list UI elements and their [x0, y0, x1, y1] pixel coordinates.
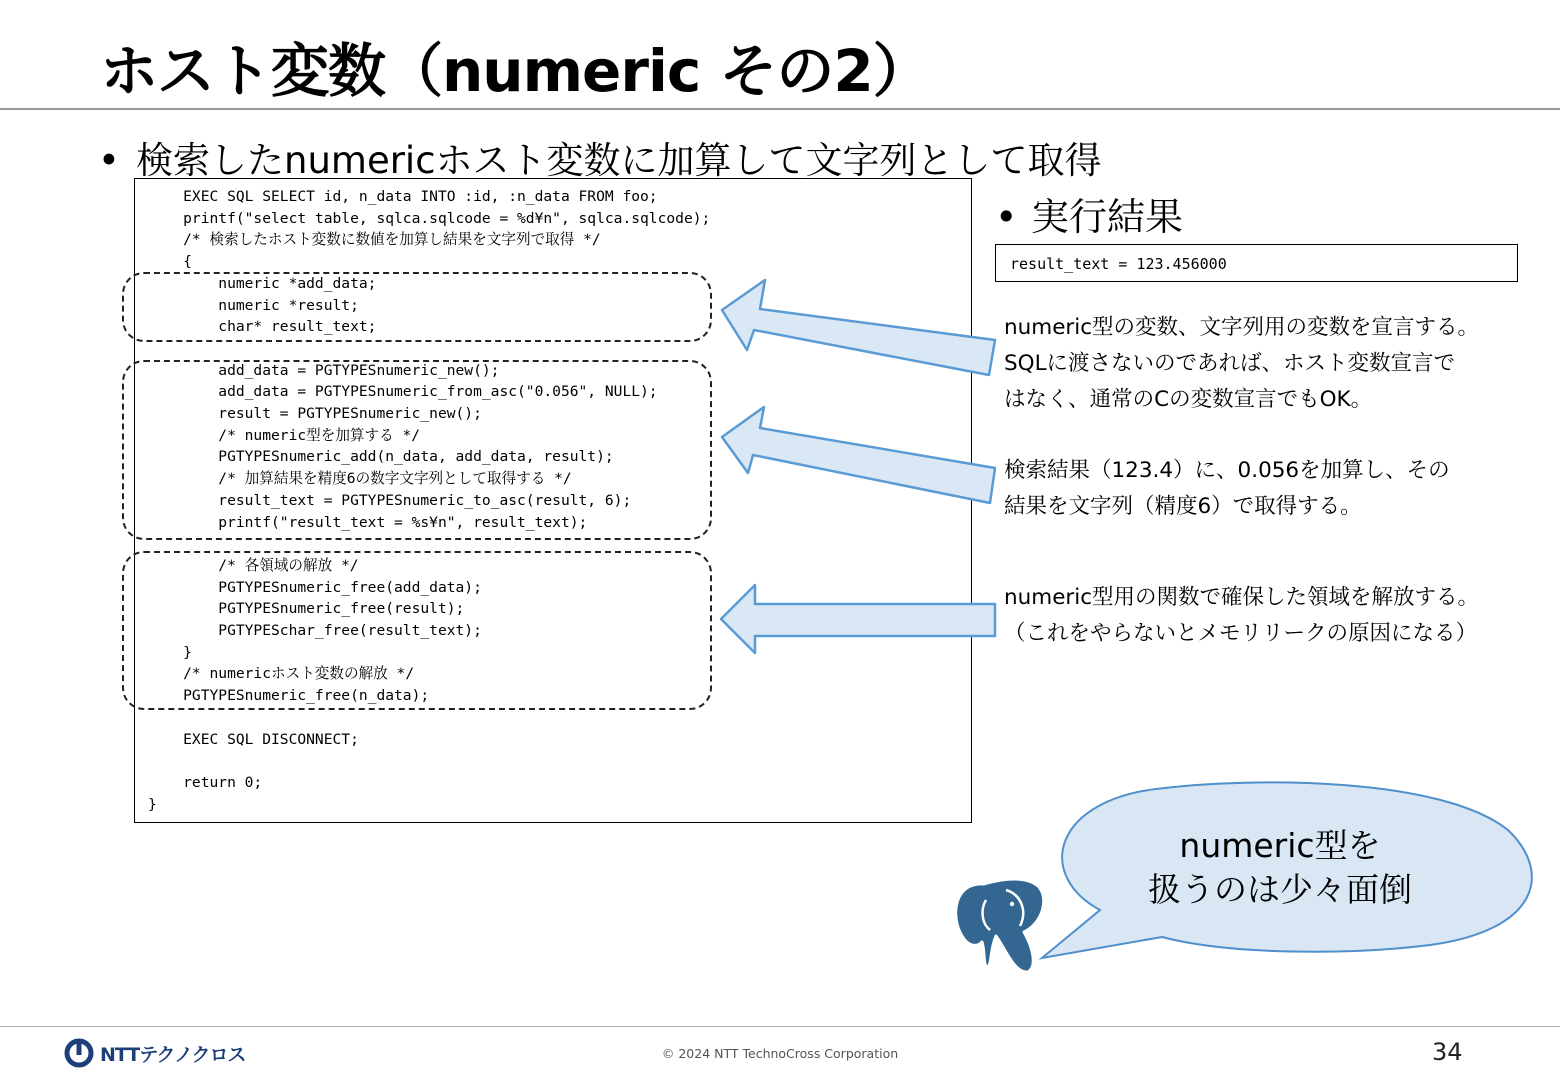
code-line: add_data = PGTYPESnumeric_from_asc("0.056", NULL); — [148, 383, 658, 401]
code-line: /* 加算結果を精度6の数字文字列として取得する */ — [148, 470, 572, 488]
footer-divider — [0, 1026, 1560, 1027]
code-line: printf("select table, sqlca.sqlcode = %d¥n", sqlca.sqlcode); — [148, 209, 711, 227]
logo-text: NTTテクノクロス — [100, 1043, 246, 1066]
code-line: /* numeric型を加算する */ — [148, 426, 421, 444]
code-line: printf("result_text = %s¥n", result_text); — [148, 513, 588, 531]
code-line: result_text = PGTYPESnumeric_to_asc(result, 6); — [148, 491, 632, 509]
arrow-free — [721, 585, 995, 653]
code-line: PGTYPESnumeric_free(add_data); — [148, 578, 482, 596]
result-output-box: result_text = 123.456000 — [995, 244, 1518, 282]
note-line: SQLに渡さないのであれば、ホスト変数宣言で — [1004, 351, 1456, 376]
code-line: add_data = PGTYPESnumeric_new(); — [148, 361, 500, 379]
code-line: EXEC SQL SELECT id, n_data INTO :id, :n_data FROM foo; — [148, 188, 658, 205]
code-line: numeric *result; — [148, 296, 359, 314]
code-line: PGTYPESchar_free(result_text); — [148, 622, 482, 640]
code-line: /* 検索したホスト変数に数値を加算し結果を文字列で取得 */ — [148, 231, 601, 249]
code-line: return 0; — [148, 773, 263, 791]
result-heading-text: 実行結果 — [1031, 195, 1184, 239]
code-line: /* numericホスト変数の解放 */ — [148, 665, 415, 683]
code-line: result = PGTYPESnumeric_new(); — [148, 405, 482, 423]
arrow-compute — [722, 407, 995, 503]
bullet-marker: • — [98, 139, 120, 182]
slide-title: ホスト変数（numeric その2） — [100, 37, 930, 105]
note-line: 結果を文字列（精度6）で取得する。 — [1004, 494, 1362, 519]
code-line: PGTYPESnumeric_free(result); — [148, 600, 465, 618]
result-heading — [995, 186, 1183, 241]
code-line: EXEC SQL DISCONNECT; — [148, 730, 359, 748]
bubble-text — [1070, 824, 1490, 912]
note-compute — [1004, 453, 1450, 525]
code-line: char* result_text; — [148, 318, 377, 336]
elephant-icon — [956, 879, 1044, 972]
bubble-line: 扱うのは少々面倒 — [1148, 870, 1412, 909]
code-line: { — [148, 253, 192, 271]
bullet-marker: • — [995, 195, 1018, 239]
note-line: numeric型の変数、文字列用の変数を宣言する。 — [1004, 315, 1480, 340]
page-number: 34 — [1432, 1038, 1463, 1066]
main-bullet-text: 検索したnumericホスト変数に加算して文字列として取得 — [136, 139, 1102, 182]
copyright: © 2024 NTT TechnoCross Corporation — [661, 1046, 899, 1061]
note-line: numeric型用の関数で確保した領域を解放する。 — [1004, 585, 1480, 610]
code-line: PGTYPESnumeric_add(n_data, add_data, result); — [148, 448, 614, 466]
note-declare — [1004, 310, 1479, 418]
code-line: numeric *add_data; — [148, 274, 377, 292]
note-line: はなく、通常のCの変数宣言でもOK。 — [1004, 387, 1373, 412]
code-line: } — [148, 795, 157, 813]
code-line: PGTYPESnumeric_free(n_data); — [148, 687, 430, 705]
note-line: （これをやらないとメモリリークの原因になる） — [1004, 621, 1478, 646]
code-line: } — [148, 643, 192, 661]
bubble-line: numeric型を — [1179, 826, 1381, 865]
note-line: 検索結果（123.4）に、0.056を加算し、その — [1004, 458, 1450, 483]
code-line: /* 各領域の解放 */ — [148, 556, 359, 574]
arrow-declare — [722, 280, 995, 375]
note-free — [1004, 580, 1479, 652]
